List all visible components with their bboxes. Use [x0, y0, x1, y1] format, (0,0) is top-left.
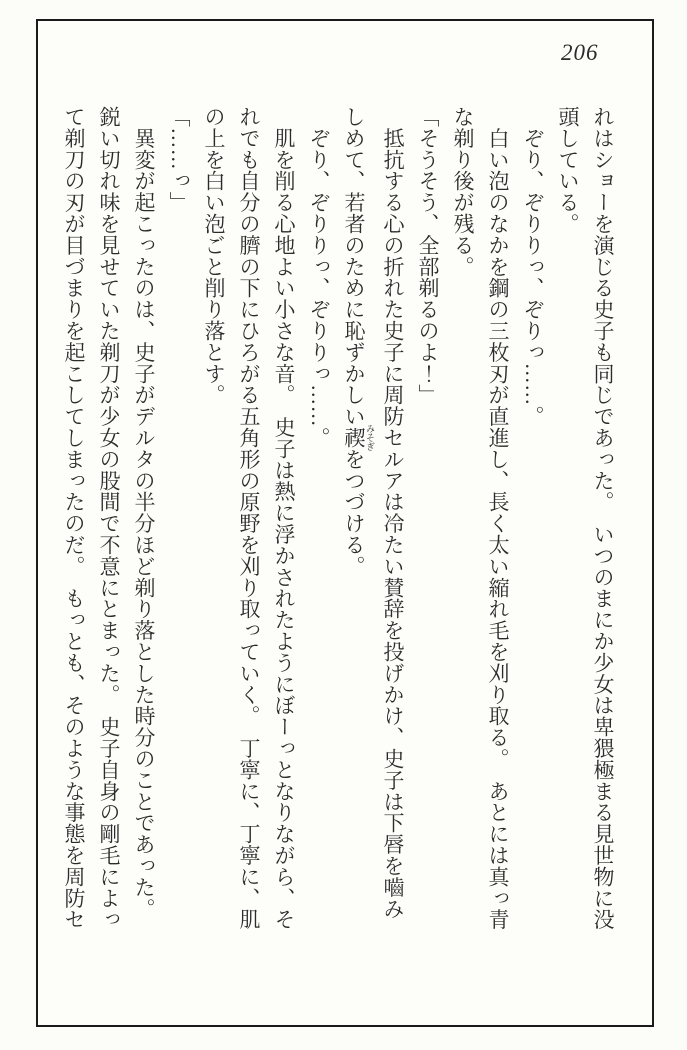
text-column: れはショーを演じる史子も同じであった。 いつのまにか少女は卑猥極まる見世物に没 — [591, 106, 615, 931]
text-block — [58, 106, 620, 954]
text-column: 鋭い切れ味を見せていた剃刀が少女の股間で不意にとまった。 史子自身の剛毛によっ — [97, 106, 121, 931]
page-number: 206 — [561, 40, 599, 65]
text-column: 異変が起こったのは、史子がデルタの半分ほど剃り落とした時分のことであった。 — [132, 106, 156, 920]
text-column: な剃り後が残る。 — [451, 106, 475, 278]
text-column: ぞり、ぞりりっ、ぞりっ……。 — [521, 106, 545, 427]
text-column: しめて、若者のために恥ずかしい禊 みそぎをつづける。 — [342, 106, 375, 577]
text-column: 頭している。 — [556, 106, 580, 235]
ruby-annotated-word: 禊 みそぎ — [342, 424, 375, 452]
text-column: 肌を削る心地よい小さな音。 史子は熱に浮かされたようにぼーっとなりながら、そ — [272, 106, 296, 931]
text-column: れでも自分の臍の下にひろがる五角形の原野を刈り取っていく。 丁寧に、丁寧に、肌 — [237, 106, 261, 931]
text-column: 「……っ」 — [167, 106, 191, 213]
text-column: 「そうそう、全部剃るのよ！」 — [416, 106, 440, 406]
text-column: て剃刀の刃が目づまりを起こしてしまったのだ。 もっとも、そのような事態を周防セ — [62, 106, 86, 931]
text-column: ぞり、ぞりりっ、ぞりりっ……。 — [307, 106, 331, 449]
text-column: 白い泡のなかを鋼の三枚刃が直進し、長く太い縮れ毛を刈り取る。 あとには真っ青 — [486, 106, 510, 931]
text-column: の上を白い泡ごと削り落とす。 — [202, 106, 226, 406]
text-column: 抵抗する心の折れた史子に周防セルアは冷たい賛辞を投げかけ、史子は下唇を嚙み — [381, 106, 405, 920]
